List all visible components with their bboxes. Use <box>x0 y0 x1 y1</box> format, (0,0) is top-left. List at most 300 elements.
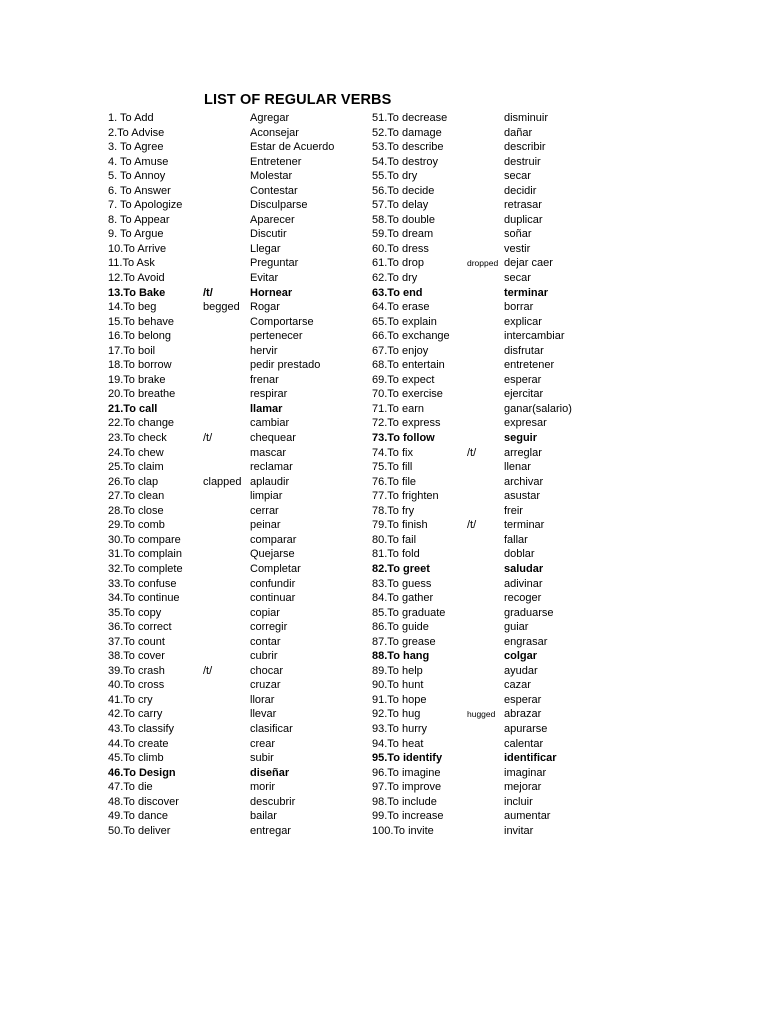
verb-spanish: descubrir <box>250 795 296 808</box>
verb-spanish: mejorar <box>504 781 542 794</box>
verb-row <box>372 402 612 417</box>
verb-row <box>108 460 358 475</box>
verb-spanish: morir <box>250 781 276 794</box>
verb-spanish: Contestar <box>250 184 298 197</box>
verb-english: 7. To Apologize <box>108 199 183 212</box>
verb-row <box>108 737 358 752</box>
verb-spanish: incluir <box>504 795 533 808</box>
verb-row <box>108 577 358 592</box>
verb-row <box>108 242 358 257</box>
verb-spanish: cazar <box>504 679 531 692</box>
verb-row <box>372 126 612 141</box>
verb-row <box>372 300 612 315</box>
verb-spanish: respirar <box>250 388 288 401</box>
verb-english: 100.To invite <box>372 824 434 837</box>
verb-row <box>372 795 612 810</box>
verb-list-right <box>372 111 612 838</box>
verb-spanish: imaginar <box>504 766 547 779</box>
verb-english: 10.To Arrive <box>108 242 167 255</box>
verb-row <box>108 300 358 315</box>
verb-row <box>108 707 358 722</box>
verb-row <box>372 562 612 577</box>
verb-english: 64.To erase <box>372 301 430 314</box>
verb-row <box>108 344 358 359</box>
verb-spanish: clasificar <box>250 722 293 735</box>
verb-row <box>108 809 358 824</box>
verb-row <box>372 707 612 722</box>
verb-english: 43.To classify <box>108 722 175 735</box>
verb-row <box>108 446 358 461</box>
verb-spanish: apurarse <box>504 722 548 735</box>
verb-past-note: /t/ <box>203 432 213 445</box>
verb-english: 75.To fill <box>372 461 413 474</box>
verb-spanish: Rogar <box>250 301 280 314</box>
verb-english: 20.To breathe <box>108 388 176 401</box>
verb-row <box>372 620 612 635</box>
verb-row <box>372 737 612 752</box>
verb-row <box>108 402 358 417</box>
verb-row <box>372 475 612 490</box>
verb-spanish: llamar <box>250 402 283 415</box>
verb-row <box>372 664 612 679</box>
verb-spanish: crear <box>250 737 276 750</box>
verb-spanish: entregar <box>250 824 291 837</box>
verb-english: 25.To claim <box>108 461 164 474</box>
verb-english: 4. To Amuse <box>108 155 169 168</box>
verb-spanish: disfrutar <box>504 344 544 357</box>
verb-past-note: hugged <box>467 709 496 720</box>
verb-english: 38.To cover <box>108 650 165 663</box>
verb-row <box>108 489 358 504</box>
verb-english: 15.To behave <box>108 315 175 328</box>
verb-english: 57.To delay <box>372 199 429 212</box>
verb-row <box>108 649 358 664</box>
verb-spanish: comparar <box>250 533 297 546</box>
verb-row <box>372 213 612 228</box>
verb-spanish: Discutir <box>250 228 287 241</box>
verb-spanish: adivinar <box>504 577 543 590</box>
verb-spanish: Quejarse <box>250 548 295 561</box>
verb-english: 40.To cross <box>108 679 165 692</box>
verb-row <box>108 780 358 795</box>
verb-row <box>108 533 358 548</box>
verb-row <box>108 140 358 155</box>
verb-spanish: Evitar <box>250 272 279 285</box>
verb-english: 11.To Ask <box>108 257 155 270</box>
verb-row <box>108 387 358 402</box>
verb-english: 93.To hurry <box>372 722 428 735</box>
verb-english: 94.To heat <box>372 737 424 750</box>
verb-row <box>108 678 358 693</box>
verb-spanish: retrasar <box>504 199 542 212</box>
verb-spanish: pedir prestado <box>250 359 321 372</box>
verb-english: 35.To copy <box>108 606 162 619</box>
verb-past-note: /t/ <box>203 286 213 299</box>
verb-english: 98.To include <box>372 795 437 808</box>
verb-english: 96.To imagine <box>372 766 441 779</box>
verb-english: 67.To enjoy <box>372 344 429 357</box>
verb-row <box>108 635 358 650</box>
verb-english: 29.To comb <box>108 519 165 532</box>
verb-english: 56.To decide <box>372 184 435 197</box>
verb-english: 30.To compare <box>108 533 181 546</box>
verb-spanish: subir <box>250 752 274 765</box>
verb-english: 68.To entertain <box>372 359 445 372</box>
verb-english: 72.To express <box>372 417 441 430</box>
verb-english: 36.To correct <box>108 621 172 634</box>
verb-row <box>108 591 358 606</box>
page-title: LIST OF REGULAR VERBS <box>204 92 392 108</box>
verb-english: 39.To crash <box>108 664 165 677</box>
verb-english: 62.To dry <box>372 272 418 285</box>
verb-row <box>372 111 612 126</box>
verb-spanish: Aparecer <box>250 213 295 226</box>
verb-spanish: abrazar <box>504 708 542 721</box>
verb-spanish: Entretener <box>250 155 302 168</box>
verb-spanish: frenar <box>250 373 279 386</box>
verb-spanish: ejercitar <box>504 388 544 401</box>
verb-english: 1. To Add <box>108 112 154 124</box>
verb-row <box>372 722 612 737</box>
verb-english: 26.To clap <box>108 475 159 488</box>
verb-spanish: identificar <box>504 752 557 765</box>
verb-spanish: destruir <box>504 155 541 168</box>
verb-past-note: /t/ <box>467 519 477 532</box>
verb-english: 77.To frighten <box>372 490 439 503</box>
verb-spanish: asustar <box>504 490 541 503</box>
verb-row <box>108 518 358 533</box>
verb-spanish: Estar de Acuerdo <box>250 141 335 154</box>
verb-english: 52.To damage <box>372 126 442 139</box>
verb-row <box>372 446 612 461</box>
verb-spanish: colgar <box>504 650 538 663</box>
verb-spanish: chocar <box>250 664 284 677</box>
verb-spanish: Aconsejar <box>250 126 299 139</box>
verb-spanish: vestir <box>504 242 531 255</box>
verb-row <box>108 824 358 839</box>
verb-english: 86.To guide <box>372 621 429 634</box>
verb-spanish: Agregar <box>250 112 290 124</box>
verb-past-note: /t/ <box>203 664 213 677</box>
verb-past-note: /t/ <box>467 446 477 459</box>
verb-english: 32.To complete <box>108 562 183 575</box>
verb-english: 13.To Bake <box>108 286 166 299</box>
verb-row <box>108 213 358 228</box>
verb-english: 84.To gather <box>372 592 434 605</box>
verb-spanish: cambiar <box>250 417 290 430</box>
verb-english: 3. To Agree <box>108 141 164 154</box>
verb-spanish: archivar <box>504 475 544 488</box>
verb-spanish: limpiar <box>250 490 283 503</box>
verb-row <box>108 286 358 301</box>
verb-row <box>108 111 358 126</box>
verb-row <box>372 606 612 621</box>
verb-row <box>372 577 612 592</box>
verb-spanish: dejar caer <box>504 257 553 270</box>
verb-spanish: describir <box>504 141 546 154</box>
verb-row <box>372 780 612 795</box>
verb-english: 82.To greet <box>372 562 430 575</box>
verb-row <box>108 358 358 373</box>
verb-english: 95.To identify <box>372 752 443 765</box>
verb-spanish: llevar <box>250 708 277 721</box>
verb-english: 21.To call <box>108 402 158 415</box>
verb-spanish: arreglar <box>504 446 542 459</box>
verb-spanish: esperar <box>504 373 542 386</box>
verb-row <box>372 533 612 548</box>
verb-row <box>372 751 612 766</box>
verb-spanish: intercambiar <box>504 330 565 343</box>
verb-row <box>108 693 358 708</box>
verb-spanish: secar <box>504 272 531 285</box>
verb-spanish: peinar <box>250 519 281 532</box>
verb-spanish: saludar <box>504 562 544 575</box>
verb-english: 34.To continue <box>108 592 180 605</box>
verb-row <box>372 518 612 533</box>
verb-row <box>372 315 612 330</box>
verb-row <box>372 416 612 431</box>
verb-english: 90.To hunt <box>372 679 424 692</box>
verb-row <box>372 693 612 708</box>
verb-spanish: aumentar <box>504 810 551 823</box>
verb-english: 87.To grease <box>372 635 436 648</box>
verb-spanish: esperar <box>504 693 542 706</box>
verb-spanish: terminar <box>504 286 549 299</box>
verb-row <box>372 184 612 199</box>
verb-english: 49.To dance <box>108 810 168 823</box>
verb-english: 33.To confuse <box>108 577 177 590</box>
verb-row <box>108 271 358 286</box>
verb-english: 12.To Avoid <box>108 272 165 285</box>
verb-past-note: dropped <box>467 258 499 269</box>
verb-row <box>372 635 612 650</box>
verb-row <box>372 678 612 693</box>
verb-english: 45.To climb <box>108 752 164 765</box>
verb-row <box>372 489 612 504</box>
verb-row <box>108 475 358 490</box>
verb-english: 47.To die <box>108 781 153 794</box>
verb-english: 79.To finish <box>372 519 428 532</box>
verb-spanish: entretener <box>504 359 555 372</box>
verb-row <box>372 649 612 664</box>
verb-english: 81.To fold <box>372 548 420 561</box>
verb-english: 73.To follow <box>372 432 435 445</box>
verb-english: 46.To Design <box>108 766 176 779</box>
verb-row <box>372 809 612 824</box>
verb-spanish: continuar <box>250 592 296 605</box>
verb-row <box>108 562 358 577</box>
verb-row <box>108 620 358 635</box>
verb-spanish: secar <box>504 170 531 183</box>
verb-english: 69.To expect <box>372 373 435 386</box>
verb-english: 24.To chew <box>108 446 164 459</box>
verb-english: 6. To Answer <box>108 184 171 197</box>
verb-row <box>372 591 612 606</box>
verb-english: 88.To hang <box>372 650 430 663</box>
verb-row <box>372 344 612 359</box>
verb-row <box>108 751 358 766</box>
verb-row <box>372 766 612 781</box>
verb-english: 28.To close <box>108 504 164 517</box>
verb-row <box>372 547 612 562</box>
verb-spanish: graduarse <box>504 606 554 619</box>
verb-english: 53.To describe <box>372 141 444 154</box>
verb-row <box>372 358 612 373</box>
verb-english: 63.To end <box>372 286 423 299</box>
verb-row <box>108 416 358 431</box>
verb-row <box>372 387 612 402</box>
verb-row <box>108 126 358 141</box>
verb-english: 59.To dream <box>372 228 434 241</box>
verb-english: 70.To exercise <box>372 388 443 401</box>
verb-row <box>108 547 358 562</box>
verb-english: 17.To boil <box>108 344 156 357</box>
verb-spanish: llorar <box>250 693 275 706</box>
verb-row <box>108 431 358 446</box>
verb-row <box>108 184 358 199</box>
verb-row <box>372 140 612 155</box>
verb-past-note: begged <box>203 301 240 314</box>
verb-spanish: confundir <box>250 577 296 590</box>
verb-english: 16.To belong <box>108 330 171 343</box>
verb-spanish: ayudar <box>504 664 538 677</box>
verb-english: 5. To Annoy <box>108 170 166 183</box>
verb-spanish: cruzar <box>250 679 281 692</box>
verb-spanish: engrasar <box>504 635 548 648</box>
verb-english: 83.To guess <box>372 577 432 590</box>
verb-row <box>108 169 358 184</box>
verb-row <box>108 606 358 621</box>
verb-row <box>372 242 612 257</box>
verb-english: 51.To decrease <box>372 112 448 124</box>
verb-spanish: borrar <box>504 301 534 314</box>
verb-spanish: Hornear <box>250 286 293 299</box>
verb-row <box>108 329 358 344</box>
verb-row <box>372 460 612 475</box>
verb-spanish: invitar <box>504 824 534 837</box>
verb-row <box>108 766 358 781</box>
verb-spanish: corregir <box>250 621 288 634</box>
verb-spanish: seguir <box>504 432 538 445</box>
verb-spanish: calentar <box>504 737 544 750</box>
verb-english: 37.To count <box>108 635 165 648</box>
verb-list-left <box>108 111 358 838</box>
verb-english: 55.To dry <box>372 170 418 183</box>
verb-spanish: freir <box>504 504 523 517</box>
verb-spanish: chequear <box>250 432 296 445</box>
verb-english: 22.To change <box>108 417 175 430</box>
verb-english: 41.To cry <box>108 693 153 706</box>
verb-english: 8. To Appear <box>108 213 170 226</box>
verb-row <box>372 329 612 344</box>
verb-english: 80.To fail <box>372 533 417 546</box>
verb-spanish: reclamar <box>250 461 293 474</box>
verb-english: 42.To carry <box>108 708 163 721</box>
verb-spanish: diseñar <box>250 766 290 779</box>
verb-english: 58.To double <box>372 213 435 226</box>
verb-spanish: cerrar <box>250 504 279 517</box>
verb-row <box>108 227 358 242</box>
verb-spanish: Preguntar <box>250 257 299 270</box>
verb-spanish: aplaudir <box>250 475 290 488</box>
verb-row <box>372 271 612 286</box>
verb-spanish: Molestar <box>250 170 293 183</box>
verb-spanish: recoger <box>504 592 542 605</box>
verb-english: 18.To borrow <box>108 359 172 372</box>
verb-row <box>372 155 612 170</box>
verb-spanish: decidir <box>504 184 537 197</box>
verb-english: 54.To destroy <box>372 155 439 168</box>
verb-english: 9. To Argue <box>108 228 164 241</box>
verb-spanish: disminuir <box>504 112 549 124</box>
verb-spanish: Disculparse <box>250 199 308 212</box>
verb-english: 31.To complain <box>108 548 182 561</box>
verb-spanish: guiar <box>504 621 529 634</box>
verb-english: 27.To clean <box>108 490 165 503</box>
verb-english: 23.To check <box>108 432 167 445</box>
verb-spanish: expresar <box>504 417 547 430</box>
verb-spanish: bailar <box>250 810 277 823</box>
verb-spanish: ganar(salario) <box>504 402 572 415</box>
verb-row <box>108 795 358 810</box>
verb-spanish: hervir <box>250 344 278 357</box>
verb-row <box>372 169 612 184</box>
verb-row <box>372 504 612 519</box>
verb-spanish: doblar <box>504 548 535 561</box>
verb-english: 71.To earn <box>372 402 424 415</box>
verb-row <box>108 256 358 271</box>
verb-english: 89.To help <box>372 664 423 677</box>
verb-row <box>108 373 358 388</box>
verb-spanish: pertenecer <box>250 330 303 343</box>
verb-row <box>372 286 612 301</box>
verb-row <box>372 227 612 242</box>
verb-spanish: contar <box>250 635 281 648</box>
verb-spanish: duplicar <box>504 213 543 226</box>
verb-english: 76.To file <box>372 475 417 488</box>
verb-english: 44.To create <box>108 737 169 750</box>
verb-row <box>108 504 358 519</box>
verb-english: 2.To Advise <box>108 126 165 139</box>
verb-english: 99.To increase <box>372 810 444 823</box>
verb-row <box>372 431 612 446</box>
verb-spanish: cubrir <box>250 650 278 663</box>
verb-english: 74.To fix <box>372 446 413 459</box>
verb-row <box>372 256 612 271</box>
verb-spanish: Comportarse <box>250 315 314 328</box>
verb-row <box>108 722 358 737</box>
verb-spanish: llenar <box>504 461 531 474</box>
verb-english: 78.To fry <box>372 504 415 517</box>
verb-spanish: explicar <box>504 315 542 328</box>
verb-row <box>372 198 612 213</box>
verb-row <box>108 664 358 679</box>
verb-english: 65.To explain <box>372 315 437 328</box>
verb-spanish: terminar <box>504 519 545 532</box>
verb-row <box>108 198 358 213</box>
verb-english: 19.To brake <box>108 373 166 386</box>
verb-spanish: soñar <box>504 228 532 241</box>
verb-english: 85.To graduate <box>372 606 446 619</box>
verb-spanish: Completar <box>250 562 301 575</box>
verb-spanish: Llegar <box>250 242 281 255</box>
verb-english: 50.To deliver <box>108 824 171 837</box>
verb-row <box>108 315 358 330</box>
verb-spanish: mascar <box>250 446 287 459</box>
verb-english: 61.To drop <box>372 257 424 270</box>
verb-english: 92.To hug <box>372 708 421 721</box>
verb-spanish: fallar <box>504 533 528 546</box>
